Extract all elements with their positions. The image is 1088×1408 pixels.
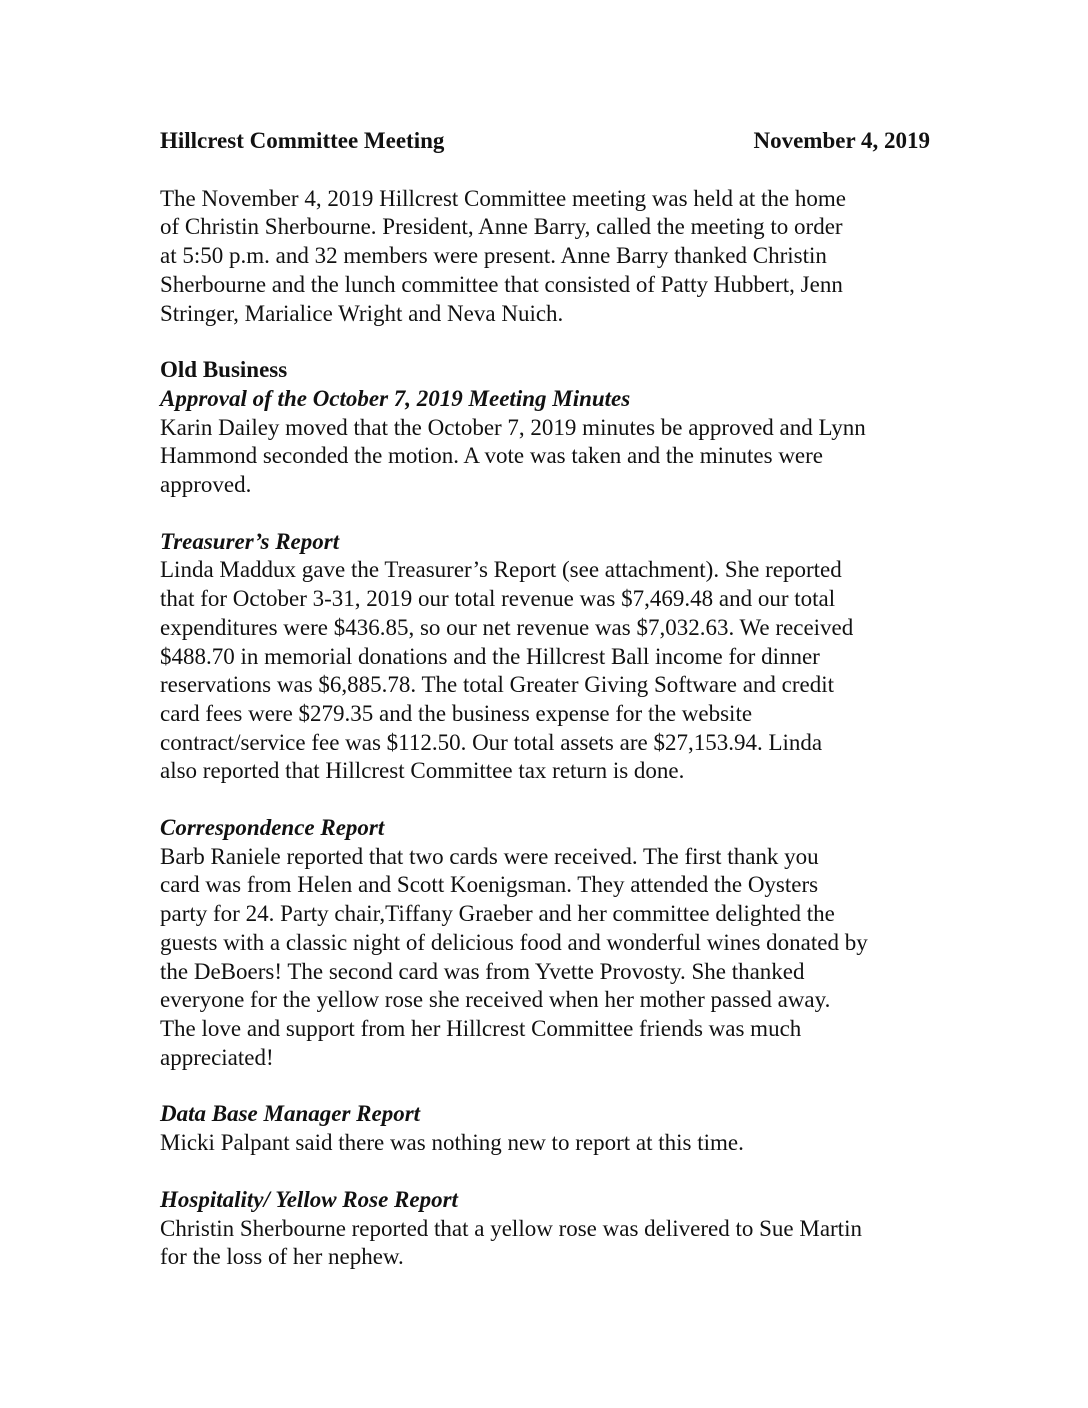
hospitality-line: for the loss of her nephew. <box>160 1244 404 1270</box>
treasurer-paragraph <box>160 556 930 786</box>
approval-line: Karin Dailey moved that the October 7, 2019 minutes be approved and Lynn <box>160 414 866 440</box>
treasurer-line: expenditures were $436.85, so our net revenue was $7,032.63. We received <box>160 614 854 640</box>
treasurer-heading: Treasurer’s Report <box>160 528 340 554</box>
document-title: Hillcrest Committee Meeting <box>160 128 445 153</box>
correspondence-line: card was from Helen and Scott Koenigsman. They attended the Oysters <box>160 872 819 898</box>
intro-line: Sherbourne and the lunch committee that consisted of Patty Hubbert, Jenn <box>160 271 843 297</box>
database-line: Micki Palpant said there was nothing new to report at this time. <box>160 1130 744 1156</box>
intro-line: Stringer, Marialice Wright and Neva Nuich. <box>160 300 564 326</box>
treasurer-line: that for October 3-31, 2019 our total revenue was $7,469.48 and our total <box>160 586 836 612</box>
intro-paragraph <box>160 185 930 329</box>
correspondence-heading: Correspondence Report <box>160 815 385 841</box>
correspondence-section <box>160 814 930 1072</box>
approval-section <box>160 385 930 500</box>
approval-line: Hammond seconded the motion. A vote was taken and the minutes were <box>160 443 824 469</box>
approval-paragraph <box>160 414 930 500</box>
old-business-heading: Old Business <box>160 357 288 383</box>
treasurer-line: $488.70 in memorial donations and the Hillcrest Ball income for dinner <box>160 643 820 669</box>
hospitality-paragraph <box>160 1215 930 1272</box>
document-page <box>160 127 930 1300</box>
treasurer-line: Linda Maddux gave the Treasurer’s Report (see attachment). She reported <box>160 557 842 583</box>
correspondence-line: everyone for the yellow rose she received when her mother passed away. <box>160 987 831 1013</box>
correspondence-paragraph <box>160 843 930 1073</box>
approval-line: approved. <box>160 472 252 498</box>
document-header <box>160 127 930 156</box>
meeting-date: November 4, 2019 <box>753 128 930 153</box>
treasurer-line: also reported that Hillcrest Committee tax return is done. <box>160 758 685 784</box>
hospitality-section <box>160 1186 930 1272</box>
correspondence-line: Barb Raniele reported that two cards were received. The first thank you <box>160 843 819 869</box>
treasurer-line: contract/service fee was $112.50. Our total assets are $27,153.94. Linda <box>160 729 823 755</box>
hospitality-line: Christin Sherbourne reported that a yellow rose was delivered to Sue Martin <box>160 1215 862 1241</box>
treasurer-line: reservations was $6,885.78. The total Greater Giving Software and credit <box>160 672 835 698</box>
intro-line: of Christin Sherbourne. President, Anne Barry, called the meeting to order <box>160 214 843 240</box>
treasurer-section <box>160 528 930 786</box>
database-heading: Data Base Manager Report <box>160 1101 421 1127</box>
correspondence-line: The love and support from her Hillcrest Committee friends was much <box>160 1015 802 1041</box>
intro-line: The November 4, 2019 Hillcrest Committee meeting was held at the home <box>160 185 846 211</box>
correspondence-line: appreciated! <box>160 1044 274 1070</box>
approval-heading: Approval of the October 7, 2019 Meeting Minutes <box>160 385 631 411</box>
correspondence-line: party for 24. Party chair,Tiffany Graeber and her committee delighted the <box>160 901 835 927</box>
correspondence-line: guests with a classic night of delicious food and wonderful wines donated by <box>160 929 868 955</box>
hospitality-heading: Hospitality/ Yellow Rose Report <box>160 1186 458 1212</box>
intro-line: at 5:50 p.m. and 32 members were present. Anne Barry thanked Christin <box>160 243 827 269</box>
treasurer-line: card fees were $279.35 and the business expense for the website <box>160 700 753 726</box>
database-paragraph <box>160 1129 930 1158</box>
database-section <box>160 1100 930 1157</box>
correspondence-line: the DeBoers! The second card was from Yvette Provosty. She thanked <box>160 958 805 984</box>
